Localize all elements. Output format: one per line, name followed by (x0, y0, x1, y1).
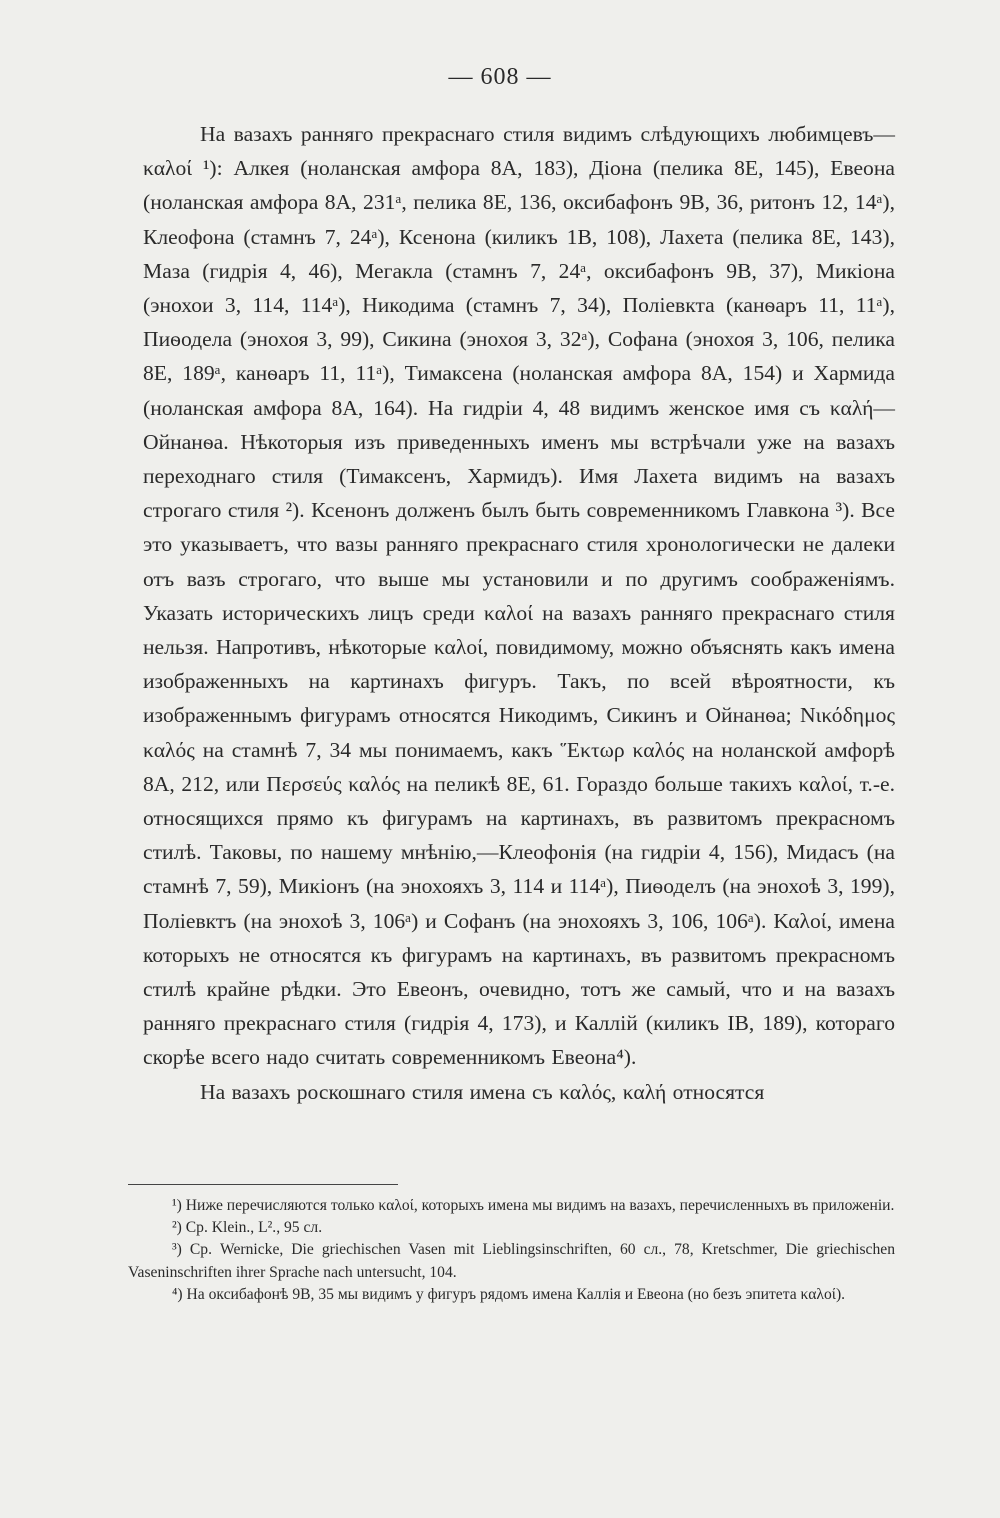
paragraph-1: На вазахъ ранняго прекраснаго стиля видимъ слѣдующихъ любимцевъ—καλοί ¹): Алкея (ноланская амфора 8A, 183), Діона (пелика 8E, 145), Евеона (ноланская амфора 8A, 231ᵃ, пелика 8E, 136, оксибафонъ 9B, 36, ритонъ 12, 14ᵃ), Клеофона (стамнъ 7, 24ᵃ), Ксенона (киликъ 1B, 108), Лахета (пелика 8E, 143), Маза (гидрія 4, 46), Мегакла (стамнъ 7, 24ᵃ, оксибафонъ 9B, 37), Микіона (энохои 3, 114, 114ᵃ), Никодима (стамнъ 7, 34), Поліевкта (канѳаръ 11, 11ᵃ), Пиѳодела (энохоя 3, 99), Сикина (энохоя 3, 32ᵃ), Софана (энохоя 3, 106, пелика 8E, 189ᵃ, канѳаръ 11, 11ᵃ), Тимаксена (ноланская амфора 8A, 154) и Хармида (ноланская амфора 8A, 164). На гидріи 4, 48 видимъ женское имя съ καλή—Ойнанѳа. Нѣкоторыя изъ приведенныхъ именъ мы встрѣчали уже на вазахъ переходнаго стиля (Тимаксенъ, Хармидъ). Имя Лахета видимъ на вазахъ строгаго стиля ²). Ксенонъ долженъ былъ быть современникомъ Главкона ³). Все это указываетъ, что вазы ранняго прекраснаго стиля хронологически не далеки отъ вазъ строгаго, что выше мы установили и по другимъ соображеніямъ. Указать историческихъ лицъ среди καλοί на вазахъ ранняго прекраснаго стиля нельзя. Напротивъ, нѣкоторые καλοί, повидимому, можно объяснять какъ имена изображенныхъ на картинахъ фигуръ. Такъ, по всей вѣроятности, къ изображеннымъ фигурамъ относятся Никодимъ, Сикинъ и Ойнанѳа; Νικόδημος καλός на стамнѣ 7, 34 мы понимаемъ, какъ Ἕκτωρ καλός на ноланской амфорѣ 8A, 212, или Περσεύς καλός на пеликѣ 8E, 61. Гораздо больше такихъ καλοί, т.-е. относящихся прямо къ фигурамъ на картинахъ, въ развитомъ прекрасномъ стилѣ. Таковы, по нашему мнѣнію,—Клеофонія (на гидріи 4, 156), Мидасъ (на стамнѣ 7, 59), Микіонъ (на энохояхъ 3, 114 и 114ᵃ), Пиѳоделъ (на энохоѣ 3, 199), Поліевктъ (на энохоѣ 3, 106ᵃ) и Софанъ (на энохояхъ 3, 106, 106ᵃ). Καλοί, имена которыхъ не относятся къ фигурамъ на картинахъ, въ развитомъ прекрасномъ стилѣ крайне рѣдки. Это Евеонъ, очевидно, тотъ же самый, что и на вазахъ ранняго прекраснаго стиля (гидрія 4, 173), и Каллій (киликъ IB, 189), котораго скорѣе всего надо считать современникомъ Евеона⁴). (143, 122, 895, 1070)
page-number: — 608 — (448, 64, 552, 90)
footnote-4: ⁴) На оксибафонѣ 9B, 35 мы видимъ у фигуръ рядомъ имена Каллія и Евеона (но безъ эпитета καλοί). (172, 1285, 846, 1303)
footnote-1: ¹) Ниже перечисляются только καλοί, которыхъ имена мы видимъ на вазахъ, перечисленныхъ въ приложеніи. (172, 1197, 895, 1214)
footnote-2: ²) Ср. Klein., L²., 95 сл. (172, 1219, 323, 1237)
paragraph-2: На вазахъ роскошнаго стиля имена съ καλός, καλή относятся (200, 1079, 765, 1104)
footnote-divider (128, 1184, 398, 1185)
footnote-3: ³) Ср. Wernicke, Die griechischen Vasen mit Lieblingsinschriften, 60 сл., 78, Kretschmer, Die griechischen Vaseninschriften ihrer Sprache nach untersucht, 104. (128, 1241, 895, 1281)
main-text (143, 117, 895, 1109)
footnotes (128, 1195, 895, 1306)
